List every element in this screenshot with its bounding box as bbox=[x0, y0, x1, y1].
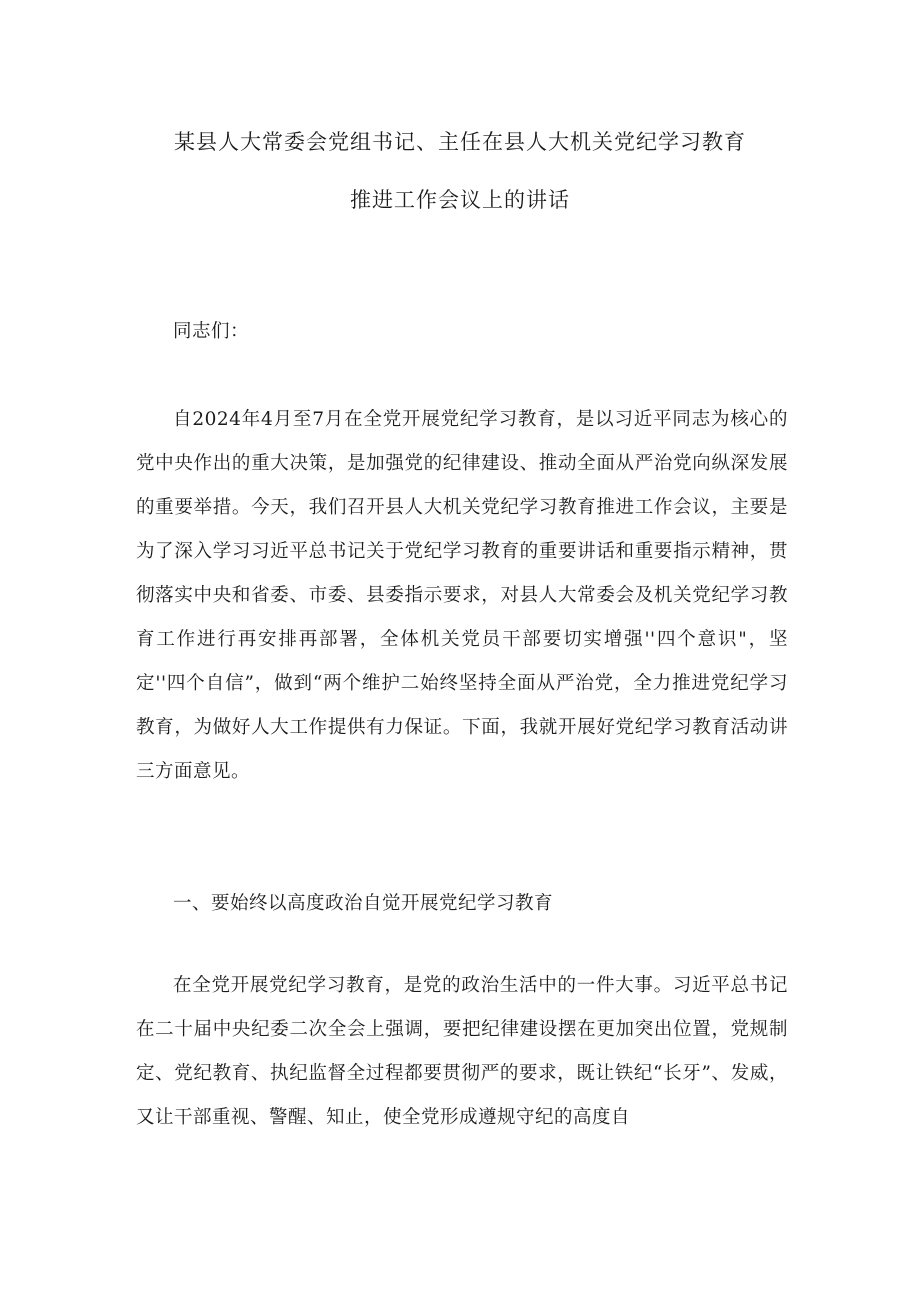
section-1-paragraph: 在全党开展党纪学习教育，是党的政治生活中的一件大事。习近平总书记在二十届中央纪委二次全会上强调，要把纪律建设摆在更加突出位置，党规制定、党纪教育、执纪监督全过程都要贯彻严的要求，既让铁纪“长牙”、发威，又让干部重视、警醒、知止，使全党形成遵规守纪的高度自 bbox=[136, 975, 788, 1128]
intro-paragraph: 自2024年4月至7月在全党开展党纪学习教育，是以习近平同志为核心的党中央作出的重大决策，是加强党的纪律建设、推动全面从严治党向纵深发展的重要举措。今天，我们召开县人大机关党纪学习教育推进工作会议，主要是为了深入学习习近平总书记关于党纪学习教育的重要讲话和重要指示精神，贯彻落实中央和省委、市委、县委指示要求，对县人大常委会及机关党纪学习教育工作进行再安排再部署，全体机关党员干部要切实增强''四个意识"，坚定''四个自信”，做到“两个维护二始终坚持全面从严治党，全力推进党纪学习教育，为做好人大工作提供有力保证。下面，我就开展好党纪学习教育活动讲三方面意见。 bbox=[136, 409, 788, 782]
document-title-line-2: 推进工作会议上的讲话 bbox=[350, 188, 570, 212]
section-heading-1: 一、要始终以高度政治自觉开展党纪学习教育 bbox=[173, 893, 554, 914]
document-title-line-1: 某县人大常委会党组书记、主任在县人大机关党纪学习教育 bbox=[174, 130, 746, 154]
greeting: 同志们： bbox=[173, 321, 250, 342]
